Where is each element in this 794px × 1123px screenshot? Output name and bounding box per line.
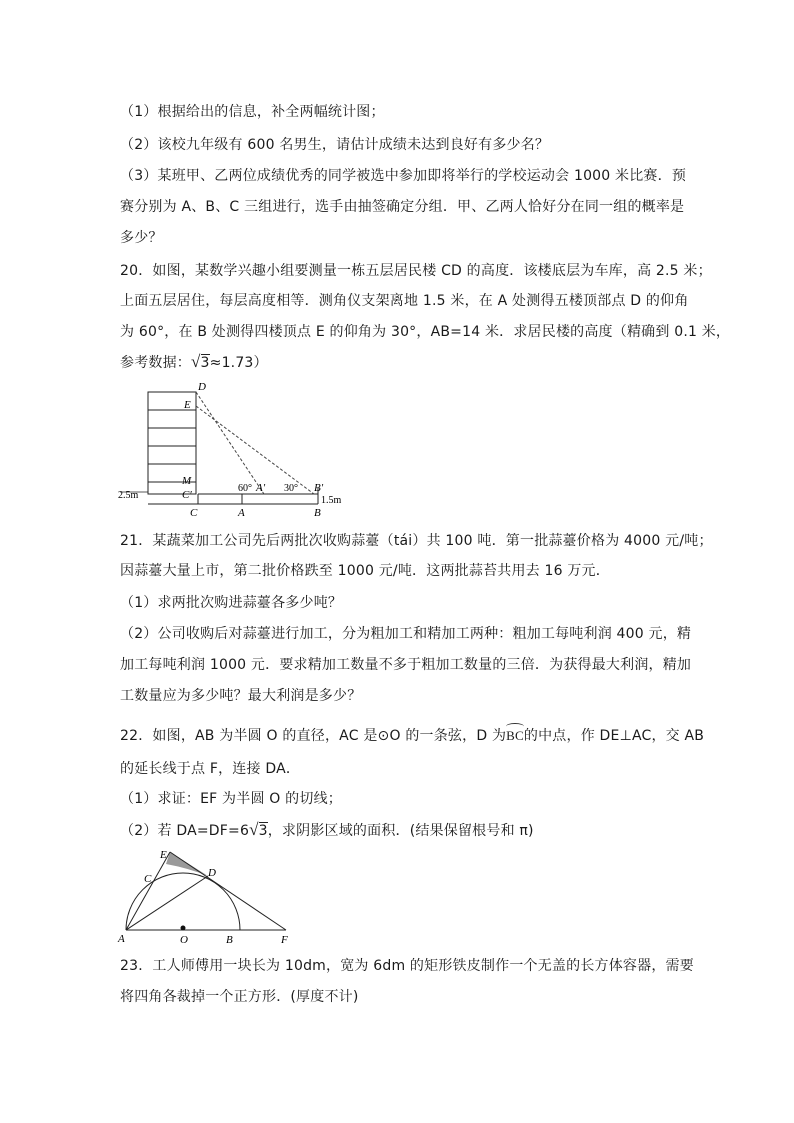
q22-sqrt-value: 3	[258, 823, 268, 839]
q19-part3-line1: （3）某班甲、乙两位成绩优秀的同学被选中参加即将举行的学校运动会 1000 米比赛．预	[120, 168, 687, 184]
angle-30-label: 30°	[284, 483, 298, 494]
q22-part1: （1）求证：EF 为半圆 O 的切线；	[120, 791, 342, 807]
q20-line1: 20．如图，某数学兴趣小组要测量一栋五层居民楼 CD 的高度．该楼底层为车库，高 2.5 米；	[120, 263, 712, 279]
q22-part2-ask: ，求阴影区域的面积．(结果保留根号和 π)	[267, 823, 534, 839]
q19-part1: （1）根据给出的信息，补全两幅统计图；	[120, 104, 385, 120]
height-label-2-5m: 2.5m	[118, 490, 139, 501]
label-B: B	[226, 934, 233, 946]
q22-intro-cont: 的中点，作 DE⊥AC，交 AB	[523, 728, 705, 744]
q21-part2-line2: 加工每吨利润 1000 元．要求精加工数量不多于粗加工数量的三倍．为获得最大利润，精加	[120, 657, 692, 673]
q19-part3-line2: 赛分别为 A、B、C 三组进行，选手由抽签确定分组．甲、乙两人恰好分在同一组的概率是	[120, 199, 685, 215]
semicircle-figure	[116, 848, 302, 946]
q20-sqrt-value: 3	[200, 355, 210, 371]
line-EF	[170, 852, 286, 930]
label-M: M	[182, 475, 192, 487]
label-F: F	[281, 934, 288, 946]
q19-part3-line3: 多少？	[120, 230, 163, 246]
label-O: O	[180, 934, 188, 946]
q20-line4	[120, 352, 268, 373]
q21-line1: 21．某蔬菜加工公司先后两批次收购蒜薹（tái）共 100 吨．第一批蒜薹价格为 4000 元/吨；	[120, 533, 713, 549]
label-C: C	[190, 507, 198, 519]
sight-line-d	[196, 392, 264, 494]
q20-line3: 为 60°，在 B 处测得四楼顶点 E 的仰角为 30°，AB=14 米．求居民楼的高度（精确到 0.1 米，	[120, 324, 731, 340]
label-E: E	[184, 399, 191, 411]
q19-part2: （2）该校九年级有 600 名男生，请估计成绩未达到良好有多少名？	[120, 137, 550, 153]
label-C-prime: C′	[182, 489, 192, 501]
q22-intro: 22．如图，AB 为半圆 O 的直径，AC 是⊙O 的一条弦，D 为	[120, 728, 507, 744]
height-label-1-5m: 1.5m	[321, 495, 342, 506]
sqrt-sign: √	[191, 352, 201, 371]
line-AE	[126, 852, 170, 930]
building-elevation-figure	[118, 380, 358, 520]
label-B-prime: B′	[314, 482, 324, 494]
q20-approx: ≈1.73）	[209, 355, 268, 371]
label-D: D	[208, 867, 216, 879]
q23-line2: 将四角各裁掉一个正方形．(厚度不计)	[120, 989, 359, 1005]
q21-part2-line1: （2）公司收购后对蒜薹进行加工，分为粗加工和精加工两种：粗加工每吨利润 400 元，精	[120, 626, 692, 642]
q22-part2-given: （2）若 DA=DF=6	[120, 823, 250, 839]
line-AD	[126, 876, 208, 930]
label-E: E	[160, 849, 167, 861]
label-A-prime: A′	[256, 482, 266, 494]
q21-line2: 因蒜薹大量上市，第二批价格跌至 1000 元/吨．这两批蒜苔共用去 16 万元．	[120, 563, 610, 579]
q21-part2-line3: 工数量应为多少吨？最大利润是多少？	[120, 688, 362, 704]
label-A: A	[118, 933, 125, 945]
q20-line2: 上面五层居住，每层高度相等．测角仪支架离地 1.5 米，在 A 处测得五楼顶部点 D 的仰角	[120, 293, 689, 309]
sqrt-sign: √	[249, 820, 259, 839]
q21-part1: （1）求两批次购进蒜薹各多少吨？	[120, 595, 343, 611]
q23-line1: 23．工人师傅用一块长为 10dm，宽为 6dm 的矩形铁皮制作一个无盖的长方体容器，需要	[120, 958, 694, 974]
label-A: A	[238, 507, 245, 519]
q22-line2: 的延长线于点 F，连接 DA．	[120, 761, 301, 777]
q20-reference-label: 参考数据：	[120, 355, 191, 371]
label-B: B	[314, 507, 321, 519]
q22-line1	[120, 726, 704, 746]
label-C: C	[144, 873, 152, 885]
q22-part2	[120, 820, 534, 841]
label-D: D	[198, 381, 206, 393]
center-point-O	[181, 926, 186, 931]
arc-bc: BC	[506, 726, 524, 746]
angle-60-label: 60°	[238, 483, 252, 494]
